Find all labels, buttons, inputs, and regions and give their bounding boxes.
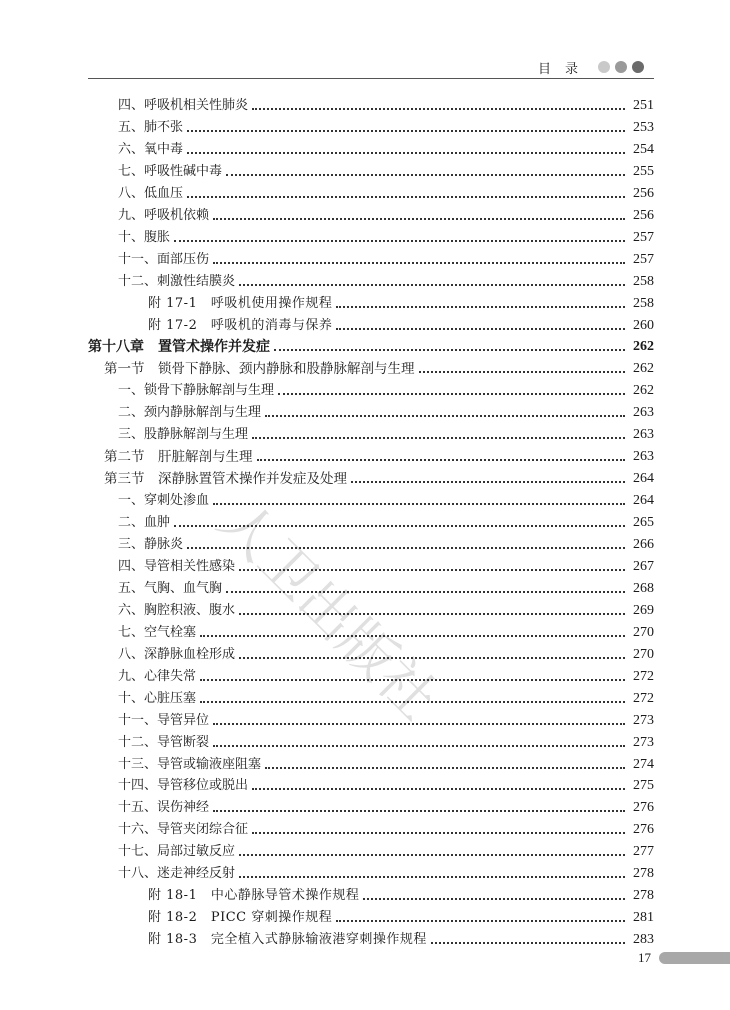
toc-entry-item bbox=[118, 488, 654, 510]
dot-leader bbox=[174, 240, 625, 242]
toc-entry-page: 263 bbox=[633, 449, 654, 465]
toc-entry-label: 三、静脉炎 bbox=[118, 537, 184, 552]
toc-entry-label: 十、腹胀 bbox=[118, 229, 171, 245]
dot-leader bbox=[351, 481, 625, 483]
dot-leader bbox=[200, 701, 625, 703]
toc-entry-page: 254 bbox=[633, 141, 654, 157]
toc-entry-label: 十八、迷走神经反射 bbox=[118, 866, 236, 882]
toc-entry-label: 附 18-2 PICC 穿刺操作规程 bbox=[148, 910, 333, 926]
dot-leader bbox=[239, 876, 625, 878]
toc-entry-item bbox=[118, 576, 654, 598]
toc-entry-label: 十三、导管或输液座阻塞 bbox=[118, 756, 262, 772]
decoration-dot-icon bbox=[598, 61, 610, 73]
toc-entry-page: 262 bbox=[633, 361, 654, 377]
toc-entry-item bbox=[118, 203, 654, 225]
toc-entry-item bbox=[118, 642, 654, 664]
dot-leader bbox=[431, 942, 625, 944]
toc-entry-label: 五、气胸、血气胸 bbox=[118, 580, 223, 596]
toc-entry-item bbox=[118, 620, 654, 642]
dot-leader bbox=[213, 810, 625, 812]
toc-entry-page: 258 bbox=[633, 273, 654, 289]
toc-entry-label: 第一节 锁骨下静脉、颈内静脉和股静脉解剖与生理 bbox=[104, 361, 415, 378]
toc-entry-page: 270 bbox=[633, 646, 654, 662]
dot-leader bbox=[200, 635, 625, 637]
toc-entry-page: 265 bbox=[633, 515, 654, 531]
dot-leader bbox=[336, 328, 625, 330]
dot-leader bbox=[187, 196, 625, 198]
toc-entry-section bbox=[104, 444, 654, 466]
toc-entry-item bbox=[118, 532, 654, 554]
toc-entry-chapter bbox=[88, 334, 654, 356]
toc-entry-item bbox=[118, 269, 654, 291]
toc-entry-page: 269 bbox=[633, 602, 654, 618]
toc-entry-page: 256 bbox=[633, 207, 654, 223]
toc-entry-page: 270 bbox=[633, 624, 654, 640]
toc-entry-item bbox=[118, 400, 654, 422]
dot-leader bbox=[213, 503, 625, 505]
toc-entry-page: 276 bbox=[633, 800, 654, 816]
toc-entry-appendix bbox=[148, 905, 654, 927]
toc-entry-item bbox=[118, 510, 654, 532]
dot-leader bbox=[174, 525, 625, 527]
toc-entry-item bbox=[118, 598, 654, 620]
toc-entry-label: 十二、导管断裂 bbox=[118, 734, 210, 750]
toc-entry-page: 251 bbox=[633, 98, 654, 113]
toc-entry-section bbox=[104, 466, 654, 488]
toc-entry-page: 267 bbox=[633, 558, 654, 574]
toc-entry-item bbox=[118, 708, 654, 730]
toc-entry-label: 十四、导管移位或脱出 bbox=[118, 778, 249, 794]
toc-entry-appendix bbox=[148, 927, 654, 949]
dot-leader bbox=[239, 613, 625, 615]
toc-entry-item bbox=[118, 115, 654, 137]
toc-entry-page: 272 bbox=[633, 690, 654, 706]
toc-entry-label: 十一、面部压伤 bbox=[118, 251, 210, 267]
toc-entry-label: 第十八章 置管术操作并发症 bbox=[88, 339, 270, 356]
toc-entry-label: 十七、局部过敏反应 bbox=[118, 844, 236, 860]
dot-leader bbox=[213, 218, 625, 220]
toc-entry-page: 255 bbox=[633, 163, 654, 179]
toc-entry-item bbox=[118, 225, 654, 247]
decoration-dot-icon bbox=[615, 61, 627, 73]
toc-entry-item bbox=[118, 247, 654, 269]
dot-leader bbox=[252, 108, 625, 110]
toc-entry-page: 272 bbox=[633, 668, 654, 684]
toc-entry-page: 281 bbox=[633, 910, 654, 926]
toc-entry-label: 八、深静脉血栓形成 bbox=[118, 646, 236, 662]
running-header-title: 目录 bbox=[538, 62, 593, 77]
dot-leader bbox=[252, 832, 625, 834]
dot-leader bbox=[226, 174, 625, 176]
toc-entry-item bbox=[118, 554, 654, 576]
toc-entry-page: 278 bbox=[633, 866, 654, 882]
toc-entry-label: 十五、误伤神经 bbox=[118, 800, 210, 816]
toc-entry-label: 附 18-3 完全植入式静脉输液港穿刺操作规程 bbox=[148, 932, 427, 948]
toc-entry-appendix bbox=[148, 883, 654, 905]
toc-entry-label: 附 17-1 呼吸机使用操作规程 bbox=[148, 295, 333, 311]
toc-entry-page: 275 bbox=[633, 778, 654, 794]
dot-leader bbox=[226, 591, 625, 593]
page-number: 17 bbox=[638, 950, 651, 965]
toc-entry-page: 268 bbox=[633, 580, 654, 596]
toc-entry-page: 276 bbox=[633, 822, 654, 838]
toc-entry-section bbox=[104, 356, 654, 378]
toc-entry-page: 273 bbox=[633, 712, 654, 728]
toc-entry-label: 十六、导管夹闭综合征 bbox=[118, 822, 249, 838]
toc-entry-item bbox=[118, 752, 654, 774]
toc-entry-label: 十一、导管异位 bbox=[118, 712, 210, 728]
dot-leader bbox=[336, 920, 625, 922]
dot-leader bbox=[336, 306, 625, 308]
toc-entry-page: 264 bbox=[633, 493, 654, 509]
dot-leader bbox=[257, 459, 626, 461]
header-rule bbox=[88, 78, 654, 79]
toc-entry-label: 附 17-2 呼吸机的消毒与保养 bbox=[148, 317, 333, 333]
toc-entry-page: 277 bbox=[633, 844, 654, 860]
watermark: 人卫出版社 bbox=[205, 488, 450, 733]
toc-entry-label: 四、呼吸机相关性肺炎 bbox=[118, 98, 249, 113]
toc-entry-page: 258 bbox=[633, 295, 654, 311]
toc-entry-item bbox=[118, 378, 654, 400]
toc-entry-page: 253 bbox=[633, 119, 654, 135]
toc-entry-label: 七、空气栓塞 bbox=[118, 624, 197, 640]
dot-leader bbox=[265, 415, 625, 417]
dot-leader bbox=[252, 788, 625, 790]
toc-entry-label: 四、导管相关性感染 bbox=[118, 558, 236, 574]
toc-entry-page: 263 bbox=[633, 405, 654, 421]
toc-entry-page: 266 bbox=[633, 537, 654, 552]
toc-entry-page: 263 bbox=[633, 427, 654, 443]
toc-entry-page: 257 bbox=[633, 229, 654, 245]
toc-entry-item bbox=[118, 773, 654, 795]
toc-entry-item bbox=[118, 861, 654, 883]
dot-leader bbox=[213, 262, 625, 264]
toc-entry-item bbox=[118, 664, 654, 686]
toc-entry-label: 十、心脏压塞 bbox=[118, 690, 197, 706]
toc-entry-label: 二、颈内静脉解剖与生理 bbox=[118, 405, 262, 421]
toc-entry-item bbox=[118, 839, 654, 861]
toc-entry-label: 附 18-1 中心静脉导管术操作规程 bbox=[148, 888, 360, 904]
toc-entry-label: 九、呼吸机依赖 bbox=[118, 207, 210, 223]
toc-entry-label: 八、低血压 bbox=[118, 185, 184, 201]
dot-leader bbox=[278, 393, 625, 395]
toc-entry-appendix bbox=[148, 313, 654, 335]
toc-entry-page: 278 bbox=[633, 888, 654, 904]
toc-entry-label: 九、心律失常 bbox=[118, 668, 197, 684]
toc-entry-label: 十二、刺激性结膜炎 bbox=[118, 273, 236, 289]
dot-leader bbox=[187, 152, 625, 154]
toc-entry-item bbox=[118, 422, 654, 444]
toc-entry-label: 一、穿刺处渗血 bbox=[118, 493, 210, 509]
toc-entry-item bbox=[118, 817, 654, 839]
dot-leader bbox=[200, 679, 625, 681]
toc-entry-appendix bbox=[148, 291, 654, 313]
dot-leader bbox=[239, 657, 625, 659]
toc-entry-item bbox=[118, 686, 654, 708]
dot-leader bbox=[187, 547, 625, 549]
toc-entry-label: 二、血肿 bbox=[118, 515, 171, 531]
footer-tab-bar bbox=[659, 952, 730, 964]
dot-leader bbox=[252, 437, 625, 439]
toc-entry-label: 第二节 肝脏解剖与生理 bbox=[104, 449, 253, 466]
toc-entry-page: 257 bbox=[633, 251, 654, 267]
toc-entry-page: 262 bbox=[633, 383, 654, 399]
toc-entry-page: 262 bbox=[633, 339, 654, 355]
dot-leader bbox=[239, 854, 625, 856]
dot-leader bbox=[213, 723, 625, 725]
dot-leader bbox=[363, 898, 625, 900]
header-decoration-dots bbox=[598, 61, 644, 73]
toc-entry-label: 六、氧中毒 bbox=[118, 141, 184, 157]
toc-entry-label: 三、股静脉解剖与生理 bbox=[118, 427, 249, 443]
dot-leader bbox=[187, 130, 625, 132]
toc-entry-item bbox=[118, 181, 654, 203]
toc-entry-page: 264 bbox=[633, 471, 654, 487]
toc-entry-page: 273 bbox=[633, 734, 654, 750]
toc-entry-label: 五、肺不张 bbox=[118, 119, 184, 135]
toc-entry-item bbox=[118, 93, 654, 115]
toc-entry-page: 256 bbox=[633, 185, 654, 201]
toc-entry-item bbox=[118, 159, 654, 181]
dot-leader bbox=[213, 745, 625, 747]
toc-entry-label: 一、锁骨下静脉解剖与生理 bbox=[118, 383, 275, 399]
toc-entry-page: 260 bbox=[633, 317, 654, 333]
toc-entry-label: 七、呼吸性碱中毒 bbox=[118, 163, 223, 179]
dot-leader bbox=[239, 569, 625, 571]
dot-leader bbox=[274, 349, 625, 351]
toc-entry-item bbox=[118, 137, 654, 159]
toc-entry-item bbox=[118, 730, 654, 752]
dot-leader bbox=[239, 284, 625, 286]
toc-entry-page: 274 bbox=[633, 756, 654, 772]
toc-entry-page: 283 bbox=[633, 932, 654, 948]
dot-leader bbox=[265, 767, 625, 769]
toc-entry-label: 六、胸腔积液、腹水 bbox=[118, 602, 236, 618]
toc-entry-label: 第三节 深静脉置管术操作并发症及处理 bbox=[104, 471, 347, 488]
dot-leader bbox=[419, 371, 626, 373]
toc-entry-item bbox=[118, 795, 654, 817]
decoration-dot-icon bbox=[632, 61, 644, 73]
